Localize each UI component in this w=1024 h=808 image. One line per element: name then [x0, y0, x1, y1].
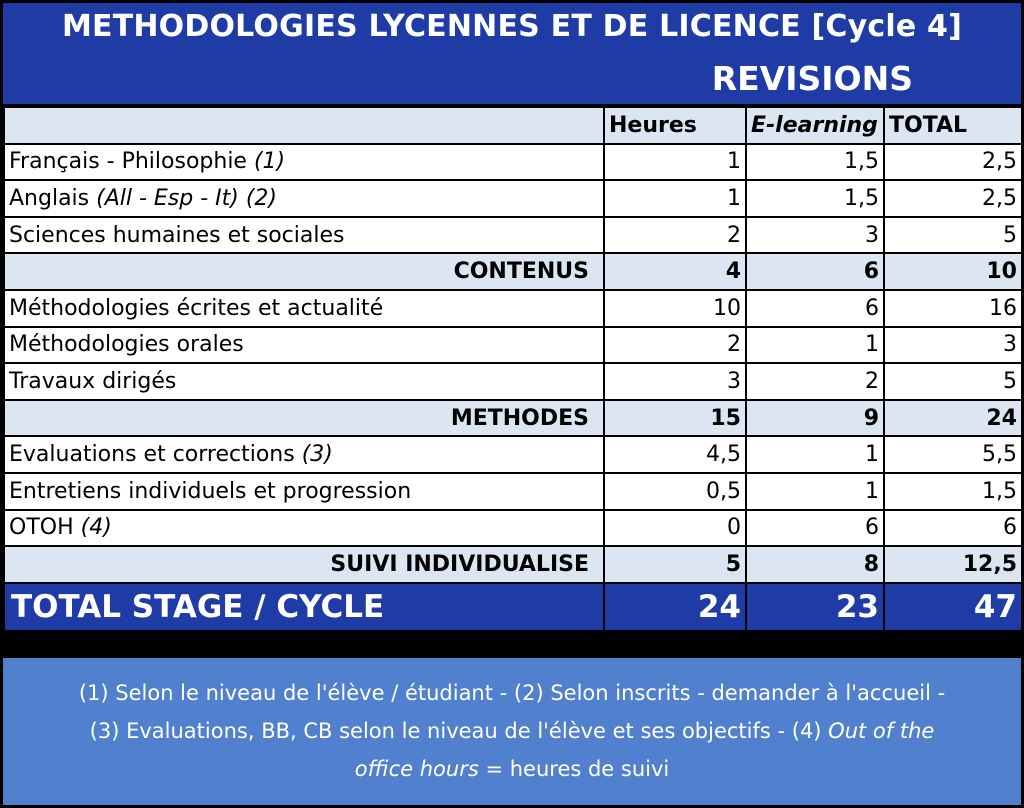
cell-elearning: 8: [746, 546, 884, 583]
cell-elearning: 3: [746, 217, 884, 254]
row-label: Sciences humaines et sociales: [4, 217, 604, 254]
header-heures: Heures: [604, 107, 746, 144]
row-label: Evaluations et corrections (3): [4, 436, 604, 473]
table-row: [4, 363, 1022, 400]
cell-elearning: 2: [746, 363, 884, 400]
subtotal-label: METHODES: [4, 400, 604, 437]
grand-total-label: TOTAL STAGE / CYCLE: [4, 583, 604, 631]
title-band: [3, 3, 1021, 104]
cell-total: 24: [884, 400, 1022, 437]
grand-total-row: [4, 583, 1022, 631]
cell-total: 5: [884, 363, 1022, 400]
cell-total: 3: [884, 327, 1022, 364]
cell-total: 16: [884, 290, 1022, 327]
footnotes: [3, 658, 1021, 805]
row-label: Méthodologies orales: [4, 327, 604, 364]
table-row: [4, 327, 1022, 364]
schedule-table: [3, 106, 1023, 632]
page-subtitle: REVISIONS: [711, 59, 913, 98]
header-row: [4, 107, 1022, 144]
grand-total-heures: 24: [604, 583, 746, 631]
cell-heures: 2: [604, 327, 746, 364]
row-note: (3): [301, 442, 333, 468]
subtotal-row-contenus: [4, 253, 1022, 290]
subtotal-label: SUIVI INDIVIDUALISE: [4, 546, 604, 583]
row-label: OTOH (4): [4, 510, 604, 547]
cell-elearning: 6: [746, 253, 884, 290]
cell-heures: 2: [604, 217, 746, 254]
row-label: Anglais (All - Esp - It) (2): [4, 180, 604, 217]
header-total: TOTAL: [884, 107, 1022, 144]
table-row: [4, 217, 1022, 254]
grand-total-elearning: 23: [746, 583, 884, 631]
grand-total-total: 47: [884, 583, 1022, 631]
cell-elearning: 1: [746, 436, 884, 473]
cell-total: 5: [884, 217, 1022, 254]
cell-elearning: 1: [746, 327, 884, 364]
footnote-line-2: (3) Evaluations, BB, CB selon le niveau de l'élève et ses objectifs - (4) Out of the: [89, 719, 935, 743]
table-row: [4, 144, 1022, 181]
cell-heures: 10: [604, 290, 746, 327]
cell-total: 1,5: [884, 473, 1022, 510]
subtotal-row-suivi: [4, 546, 1022, 583]
cell-heures: 4,5: [604, 436, 746, 473]
cell-heures: 0,5: [604, 473, 746, 510]
subtotal-row-methodes: [4, 400, 1022, 437]
row-note: (4): [80, 515, 112, 541]
cell-heures: 1: [604, 180, 746, 217]
cell-heures: 1: [604, 144, 746, 181]
cell-heures: 0: [604, 510, 746, 547]
cell-total: 10: [884, 253, 1022, 290]
row-note: (All - Esp - It) (2): [96, 185, 278, 211]
cell-total: 2,5: [884, 180, 1022, 217]
cell-elearning: 9: [746, 400, 884, 437]
cell-elearning: 1,5: [746, 180, 884, 217]
cell-heures: 4: [604, 253, 746, 290]
cell-total: 5,5: [884, 436, 1022, 473]
table-row: [4, 473, 1022, 510]
table-row: [4, 180, 1022, 217]
cell-total: 6: [884, 510, 1022, 547]
subtotal-label: CONTENUS: [4, 253, 604, 290]
cell-elearning: 1,5: [746, 144, 884, 181]
row-label: Français - Philosophie (1): [4, 144, 604, 181]
cell-heures: 5: [604, 546, 746, 583]
cell-elearning: 6: [746, 290, 884, 327]
cell-heures: 15: [604, 400, 746, 437]
cell-total: 12,5: [884, 546, 1022, 583]
table-row: [4, 510, 1022, 547]
footnote-line-3: office hours = heures de suivi: [354, 757, 670, 781]
cell-elearning: 6: [746, 510, 884, 547]
row-label: Travaux dirigés: [4, 363, 604, 400]
table-row: [4, 290, 1022, 327]
row-note: (1): [253, 149, 286, 175]
page-title: METHODOLOGIES LYCENNES ET DE LICENCE [Cycle 4]: [61, 9, 963, 44]
header-elearning: E-learning: [746, 107, 884, 144]
cell-elearning: 1: [746, 473, 884, 510]
row-label: Méthodologies écrites et actualité: [4, 290, 604, 327]
table-row: [4, 436, 1022, 473]
row-label: Entretiens individuels et progression: [4, 473, 604, 510]
cell-heures: 3: [604, 363, 746, 400]
cell-total: 2,5: [884, 144, 1022, 181]
footnote-line-1: (1) Selon le niveau de l'élève / étudiant - (2) Selon inscrits - demander à l'accueil -: [78, 681, 946, 705]
header-label-cell: [4, 107, 604, 144]
